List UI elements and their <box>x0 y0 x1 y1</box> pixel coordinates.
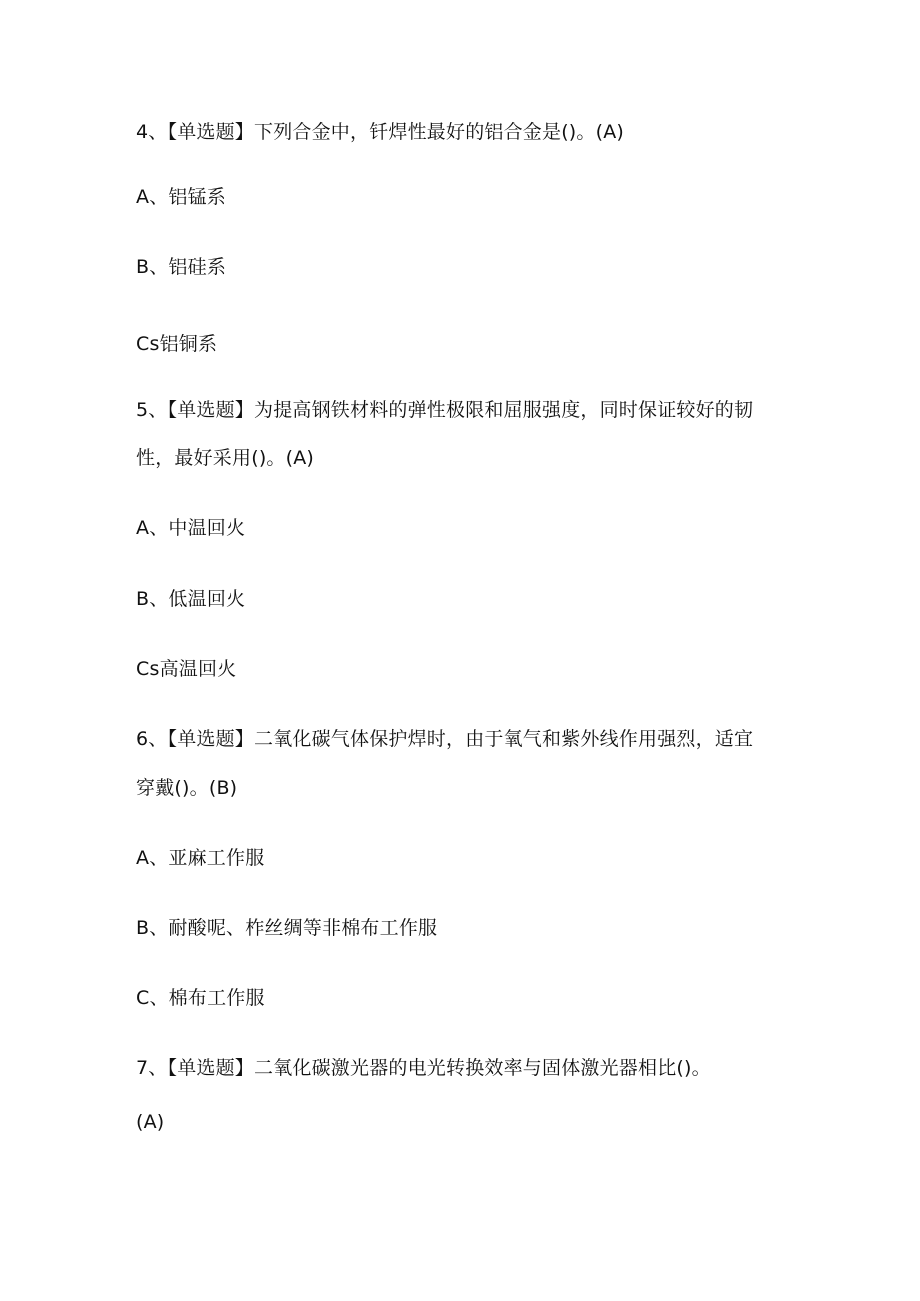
question-5-stem-line-1: 5、【单选题】为提高钢铁材料的弹性极限和屈服强度，同时保证较好的韧 <box>136 399 754 421</box>
question-5-stem-line-2: 性，最好采用()。(A) <box>136 447 315 469</box>
question-4-stem: 4、【单选题】下列合金中，钎焊性最好的铝合金是()。(A) <box>136 121 625 143</box>
question-5-option-b: B、低温回火 <box>136 588 246 610</box>
question-7-stem-line-2: (A) <box>136 1111 165 1133</box>
question-6-option-a: A、亚麻工作服 <box>136 847 265 869</box>
question-4-option-b: B、铝硅系 <box>136 256 227 278</box>
question-6-stem-line-1: 6、【单选题】二氧化碳气体保护焊时，由于氧气和紫外线作用强烈，适宜 <box>136 728 754 750</box>
question-4-option-c: Cs铝铜系 <box>136 333 218 355</box>
question-5-option-c: Cs高温回火 <box>136 658 237 680</box>
question-7-stem-line-1: 7、【单选题】二氧化碳激光器的电光转换效率与固体激光器相比()。 <box>136 1057 711 1079</box>
question-5-option-a: A、中温回火 <box>136 517 246 539</box>
question-6-option-c: C、棉布工作服 <box>136 987 265 1009</box>
question-4-option-a: A、铝锰系 <box>136 186 226 208</box>
question-6-option-b: B、耐酸呢、柞丝绸等非棉布工作服 <box>136 917 438 939</box>
question-6-stem-line-2: 穿戴()。(B) <box>136 777 238 799</box>
